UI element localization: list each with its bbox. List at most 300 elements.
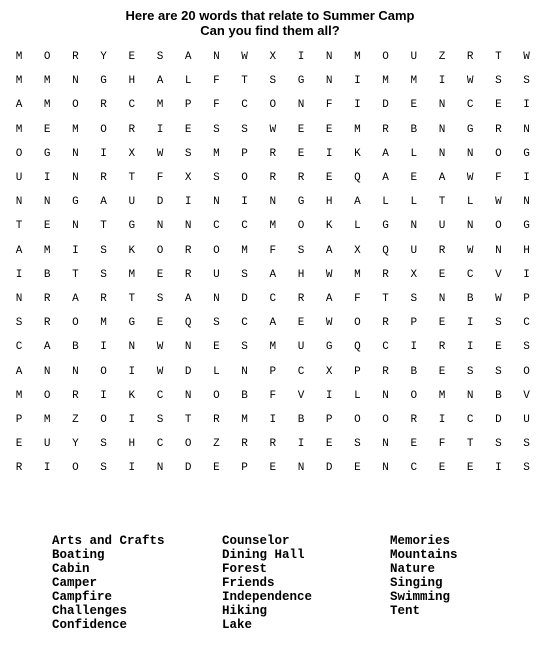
grid-letter[interactable]: S bbox=[15, 317, 23, 330]
grid-letter[interactable]: Y bbox=[72, 438, 79, 451]
grid-letter[interactable]: D bbox=[495, 414, 502, 426]
grid-letter[interactable]: L bbox=[184, 75, 192, 88]
grid-letter[interactable]: B bbox=[43, 268, 51, 281]
grid-letter[interactable]: M bbox=[213, 147, 220, 160]
grid-letter[interactable]: R bbox=[297, 293, 305, 305]
grid-letter[interactable]: L bbox=[410, 196, 418, 209]
grid-letter[interactable]: E bbox=[325, 123, 333, 136]
grid-letter[interactable]: T bbox=[100, 220, 107, 233]
grid-letter[interactable]: Q bbox=[184, 317, 192, 330]
grid-letter[interactable]: O bbox=[184, 438, 192, 451]
grid-letter[interactable]: N bbox=[213, 196, 220, 209]
grid-letter[interactable]: R bbox=[241, 438, 248, 451]
grid-letter[interactable]: N bbox=[495, 244, 502, 257]
grid-letter[interactable]: T bbox=[466, 438, 474, 451]
grid-letter[interactable]: F bbox=[213, 99, 220, 112]
grid-letter[interactable]: C bbox=[241, 317, 248, 330]
grid-letter[interactable]: S bbox=[156, 51, 164, 63]
grid-letter[interactable]: A bbox=[156, 75, 164, 88]
grid-letter[interactable]: W bbox=[156, 341, 164, 354]
grid-letter[interactable]: S bbox=[495, 365, 502, 378]
grid-letter[interactable]: R bbox=[72, 389, 79, 402]
grid-letter[interactable]: Z bbox=[438, 51, 446, 63]
grid-letter[interactable]: M bbox=[156, 99, 164, 112]
grid-letter[interactable]: X bbox=[325, 365, 333, 378]
grid-letter[interactable]: E bbox=[438, 268, 446, 281]
grid-letter[interactable]: A bbox=[325, 244, 333, 257]
grid-letter[interactable]: R bbox=[382, 365, 389, 378]
grid-letter[interactable]: P bbox=[354, 365, 361, 378]
grid-letter[interactable]: N bbox=[466, 147, 474, 160]
grid-letter[interactable]: G bbox=[297, 75, 305, 88]
grid-letter[interactable]: O bbox=[382, 414, 389, 426]
grid-letter[interactable]: M bbox=[128, 268, 136, 281]
grid-letter[interactable]: A bbox=[184, 293, 192, 305]
grid-letter[interactable]: G bbox=[382, 220, 389, 233]
grid-letter[interactable]: O bbox=[354, 414, 361, 426]
grid-letter[interactable]: S bbox=[156, 414, 164, 426]
grid-letter[interactable]: I bbox=[297, 51, 305, 63]
grid-letter[interactable]: N bbox=[213, 293, 220, 305]
grid-letter[interactable]: O bbox=[495, 220, 502, 233]
grid-letter[interactable]: I bbox=[72, 244, 79, 257]
grid-letter[interactable]: I bbox=[184, 196, 192, 209]
grid-letter[interactable]: W bbox=[156, 147, 164, 160]
grid-letter[interactable]: N bbox=[438, 147, 446, 160]
grid-letter[interactable]: W bbox=[466, 244, 474, 257]
grid-letter[interactable]: O bbox=[297, 220, 305, 233]
grid-letter[interactable]: B bbox=[410, 365, 418, 378]
grid-letter[interactable]: C bbox=[128, 99, 136, 112]
grid-letter[interactable]: S bbox=[100, 268, 107, 281]
grid-letter[interactable]: D bbox=[241, 293, 248, 305]
grid-letter[interactable]: G bbox=[466, 123, 474, 136]
grid-letter[interactable]: I bbox=[128, 365, 136, 378]
grid-letter[interactable]: M bbox=[15, 123, 23, 136]
grid-letter[interactable]: S bbox=[100, 244, 107, 257]
grid-letter[interactable]: O bbox=[100, 414, 107, 426]
grid-letter[interactable]: N bbox=[325, 75, 333, 88]
grid-letter[interactable]: N bbox=[43, 196, 51, 209]
grid-letter[interactable]: S bbox=[241, 341, 248, 354]
grid-letter[interactable]: I bbox=[466, 317, 474, 330]
grid-letter[interactable]: I bbox=[523, 172, 530, 184]
grid-letter[interactable]: U bbox=[213, 268, 220, 281]
grid-letter[interactable]: R bbox=[213, 414, 220, 426]
grid-letter[interactable]: K bbox=[354, 147, 361, 160]
grid-letter[interactable]: N bbox=[297, 462, 305, 475]
grid-letter[interactable]: A bbox=[72, 293, 79, 305]
grid-letter[interactable]: O bbox=[100, 123, 107, 136]
grid-letter[interactable]: X bbox=[128, 147, 136, 160]
grid-letter[interactable]: S bbox=[241, 268, 248, 281]
grid-letter[interactable]: M bbox=[15, 389, 23, 402]
grid-letter[interactable]: A bbox=[100, 196, 107, 209]
grid-letter[interactable]: W bbox=[269, 123, 277, 136]
grid-letter[interactable]: M bbox=[241, 414, 248, 426]
grid-letter[interactable]: T bbox=[241, 75, 248, 88]
grid-letter[interactable]: D bbox=[156, 196, 164, 209]
grid-letter[interactable]: B bbox=[466, 293, 474, 305]
grid-letter[interactable]: N bbox=[438, 123, 446, 136]
grid-letter[interactable]: W bbox=[466, 75, 474, 88]
grid-letter[interactable]: M bbox=[43, 99, 51, 112]
grid-letter[interactable]: L bbox=[382, 196, 389, 209]
grid-letter[interactable]: O bbox=[241, 172, 248, 184]
grid-letter[interactable]: E bbox=[410, 438, 418, 451]
grid-letter[interactable]: D bbox=[382, 99, 389, 112]
grid-letter[interactable]: A bbox=[325, 293, 333, 305]
grid-letter[interactable]: S bbox=[184, 147, 192, 160]
grid-letter[interactable]: H bbox=[523, 244, 530, 257]
grid-letter[interactable]: R bbox=[382, 317, 389, 330]
grid-letter[interactable]: E bbox=[495, 341, 502, 354]
grid-letter[interactable]: E bbox=[156, 268, 164, 281]
grid-letter[interactable]: N bbox=[43, 365, 51, 378]
grid-letter[interactable]: I bbox=[410, 341, 418, 354]
grid-letter[interactable]: N bbox=[128, 341, 136, 354]
grid-letter[interactable]: S bbox=[466, 365, 474, 378]
grid-letter[interactable]: S bbox=[297, 244, 305, 257]
grid-letter[interactable]: I bbox=[128, 462, 136, 475]
grid-letter[interactable]: M bbox=[241, 244, 248, 257]
grid-letter[interactable]: C bbox=[241, 99, 248, 112]
grid-letter[interactable]: S bbox=[523, 341, 530, 354]
grid-letter[interactable]: I bbox=[297, 438, 305, 451]
grid-letter[interactable]: P bbox=[523, 293, 530, 305]
grid-letter[interactable]: O bbox=[495, 147, 502, 160]
grid-letter[interactable]: I bbox=[438, 75, 446, 88]
grid-letter[interactable]: R bbox=[43, 293, 51, 305]
grid-letter[interactable]: O bbox=[43, 389, 51, 402]
grid-letter[interactable]: S bbox=[269, 75, 277, 88]
grid-letter[interactable]: F bbox=[325, 99, 333, 112]
grid-letter[interactable]: R bbox=[100, 293, 107, 305]
grid-letter[interactable]: T bbox=[128, 293, 136, 305]
grid-letter[interactable]: O bbox=[100, 365, 107, 378]
grid-letter[interactable]: I bbox=[354, 75, 361, 88]
grid-letter[interactable]: M bbox=[354, 123, 361, 136]
grid-letter[interactable]: R bbox=[269, 147, 277, 160]
grid-letter[interactable]: Q bbox=[382, 244, 389, 257]
grid-letter[interactable]: E bbox=[43, 220, 51, 233]
grid-letter[interactable]: R bbox=[269, 172, 277, 184]
grid-letter[interactable]: M bbox=[43, 414, 51, 426]
grid-letter[interactable]: R bbox=[269, 438, 277, 451]
grid-letter[interactable]: Q bbox=[354, 172, 361, 184]
grid-letter[interactable]: E bbox=[156, 317, 164, 330]
grid-letter[interactable]: S bbox=[523, 462, 530, 475]
grid-letter[interactable]: V bbox=[495, 268, 502, 281]
grid-letter[interactable]: N bbox=[156, 220, 164, 233]
grid-letter[interactable]: T bbox=[382, 293, 389, 305]
grid-letter[interactable]: W bbox=[156, 365, 164, 378]
grid-letter[interactable]: M bbox=[410, 75, 418, 88]
grid-letter[interactable]: W bbox=[495, 196, 502, 209]
grid-letter[interactable]: A bbox=[354, 196, 361, 209]
grid-letter[interactable]: R bbox=[15, 462, 23, 475]
grid-letter[interactable]: M bbox=[43, 75, 51, 88]
grid-letter[interactable]: N bbox=[15, 293, 23, 305]
grid-letter[interactable]: F bbox=[269, 389, 277, 402]
grid-letter[interactable]: A bbox=[15, 99, 23, 112]
grid-letter[interactable]: W bbox=[325, 268, 333, 281]
grid-letter[interactable]: A bbox=[438, 172, 446, 184]
grid-letter[interactable]: P bbox=[325, 414, 333, 426]
grid-letter[interactable]: T bbox=[495, 51, 502, 63]
grid-letter[interactable]: W bbox=[523, 51, 530, 63]
grid-letter[interactable]: N bbox=[72, 172, 79, 184]
grid-letter[interactable]: B bbox=[297, 414, 305, 426]
grid-letter[interactable]: I bbox=[43, 172, 51, 184]
grid-letter[interactable]: I bbox=[466, 341, 474, 354]
grid-letter[interactable]: F bbox=[354, 293, 361, 305]
grid-letter[interactable]: M bbox=[354, 268, 361, 281]
grid-letter[interactable]: P bbox=[241, 462, 248, 475]
grid-letter[interactable]: C bbox=[269, 293, 277, 305]
grid-letter[interactable]: N bbox=[466, 389, 474, 402]
grid-letter[interactable]: S bbox=[354, 438, 361, 451]
grid-letter[interactable]: N bbox=[72, 147, 79, 160]
grid-letter[interactable]: W bbox=[495, 293, 502, 305]
grid-letter[interactable]: A bbox=[382, 147, 389, 160]
grid-letter[interactable]: M bbox=[269, 341, 277, 354]
grid-letter[interactable]: V bbox=[523, 389, 530, 402]
grid-letter[interactable]: E bbox=[495, 99, 502, 112]
grid-letter[interactable]: C bbox=[410, 462, 418, 475]
grid-letter[interactable]: N bbox=[184, 341, 192, 354]
grid-letter[interactable]: T bbox=[184, 414, 192, 426]
grid-letter[interactable]: Z bbox=[72, 414, 79, 426]
grid-letter[interactable]: E bbox=[15, 438, 23, 451]
grid-letter[interactable]: B bbox=[410, 123, 418, 136]
grid-letter[interactable]: U bbox=[410, 51, 418, 63]
grid-letter[interactable]: V bbox=[297, 389, 305, 402]
grid-letter[interactable]: I bbox=[269, 414, 277, 426]
grid-letter[interactable]: I bbox=[156, 123, 164, 136]
grid-letter[interactable]: O bbox=[382, 51, 389, 63]
grid-letter[interactable]: A bbox=[382, 172, 389, 184]
grid-letter[interactable]: S bbox=[523, 75, 530, 88]
grid-letter[interactable]: E bbox=[184, 123, 192, 136]
grid-letter[interactable]: S bbox=[495, 75, 502, 88]
grid-letter[interactable]: R bbox=[438, 244, 446, 257]
grid-letter[interactable]: R bbox=[100, 172, 107, 184]
grid-letter[interactable]: S bbox=[100, 438, 107, 451]
grid-letter[interactable]: N bbox=[15, 196, 23, 209]
grid-letter[interactable]: M bbox=[269, 220, 277, 233]
grid-letter[interactable]: K bbox=[128, 389, 136, 402]
grid-letter[interactable]: C bbox=[241, 220, 248, 233]
grid-letter[interactable]: N bbox=[213, 51, 220, 63]
grid-letter[interactable]: M bbox=[438, 389, 446, 402]
grid-letter[interactable]: I bbox=[15, 268, 23, 281]
grid-letter[interactable]: N bbox=[466, 220, 474, 233]
grid-letter[interactable]: A bbox=[15, 365, 23, 378]
grid-letter[interactable]: N bbox=[72, 365, 79, 378]
grid-letter[interactable]: S bbox=[241, 123, 248, 136]
grid-letter[interactable]: S bbox=[495, 317, 502, 330]
grid-letter[interactable]: U bbox=[410, 244, 418, 257]
grid-letter[interactable]: G bbox=[523, 220, 530, 233]
grid-letter[interactable]: X bbox=[410, 268, 418, 281]
grid-letter[interactable]: N bbox=[156, 462, 164, 475]
grid-letter[interactable]: R bbox=[466, 51, 474, 63]
grid-letter[interactable]: F bbox=[269, 244, 277, 257]
grid-letter[interactable]: G bbox=[325, 341, 333, 354]
grid-letter[interactable]: E bbox=[325, 438, 333, 451]
grid-letter[interactable]: B bbox=[241, 389, 248, 402]
grid-letter[interactable]: I bbox=[523, 268, 530, 281]
grid-letter[interactable]: A bbox=[184, 51, 192, 63]
grid-letter[interactable]: S bbox=[100, 462, 107, 475]
grid-letter[interactable]: W bbox=[466, 172, 474, 184]
grid-letter[interactable]: M bbox=[382, 75, 389, 88]
grid-letter[interactable]: M bbox=[100, 317, 107, 330]
grid-letter[interactable]: P bbox=[241, 147, 248, 160]
grid-letter[interactable]: O bbox=[72, 462, 79, 475]
grid-letter[interactable]: G bbox=[72, 196, 79, 209]
grid-letter[interactable]: E bbox=[297, 147, 305, 160]
grid-letter[interactable]: T bbox=[128, 172, 136, 184]
grid-letter[interactable]: I bbox=[325, 389, 333, 402]
grid-letter[interactable]: N bbox=[184, 389, 192, 402]
grid-letter[interactable]: S bbox=[213, 123, 220, 136]
grid-letter[interactable]: S bbox=[410, 293, 418, 305]
grid-letter[interactable]: R bbox=[438, 341, 446, 354]
grid-letter[interactable]: N bbox=[184, 220, 192, 233]
grid-letter[interactable]: S bbox=[156, 293, 164, 305]
grid-letter[interactable]: C bbox=[15, 341, 23, 354]
grid-letter[interactable]: D bbox=[184, 365, 192, 378]
grid-letter[interactable]: O bbox=[43, 51, 51, 63]
grid-letter[interactable]: A bbox=[269, 268, 277, 281]
grid-letter[interactable]: U bbox=[128, 196, 136, 209]
grid-letter[interactable]: G bbox=[100, 75, 107, 88]
grid-letter[interactable]: H bbox=[128, 75, 136, 88]
grid-letter[interactable]: B bbox=[72, 341, 79, 354]
grid-letter[interactable]: C bbox=[156, 438, 164, 451]
grid-letter[interactable]: C bbox=[213, 220, 220, 233]
grid-letter[interactable]: G bbox=[128, 220, 136, 233]
grid-letter[interactable]: N bbox=[382, 462, 389, 475]
grid-letter[interactable]: I bbox=[128, 414, 136, 426]
grid-letter[interactable]: Q bbox=[354, 341, 361, 354]
grid-letter[interactable]: E bbox=[438, 317, 446, 330]
grid-letter[interactable]: O bbox=[269, 99, 277, 112]
grid-letter[interactable]: P bbox=[15, 414, 23, 426]
grid-letter[interactable]: P bbox=[410, 317, 418, 330]
grid-letter[interactable]: E bbox=[213, 341, 220, 354]
grid-letter[interactable]: S bbox=[495, 438, 502, 451]
grid-letter[interactable]: R bbox=[128, 123, 136, 136]
grid-letter[interactable]: U bbox=[523, 414, 530, 426]
grid-letter[interactable]: U bbox=[15, 172, 23, 184]
grid-letter[interactable]: C bbox=[466, 99, 474, 112]
grid-letter[interactable]: N bbox=[438, 293, 446, 305]
grid-letter[interactable]: D bbox=[325, 462, 333, 475]
grid-letter[interactable]: E bbox=[297, 123, 305, 136]
grid-letter[interactable]: P bbox=[184, 99, 192, 112]
grid-letter[interactable]: F bbox=[156, 172, 164, 184]
grid-letter[interactable]: C bbox=[523, 317, 530, 330]
grid-letter[interactable]: U bbox=[43, 438, 51, 451]
grid-letter[interactable]: O bbox=[213, 389, 220, 402]
grid-letter[interactable]: R bbox=[184, 268, 192, 281]
grid-letter[interactable]: E bbox=[325, 172, 333, 184]
grid-letter[interactable]: E bbox=[466, 462, 474, 475]
grid-letter[interactable]: N bbox=[72, 220, 79, 233]
grid-letter[interactable]: O bbox=[410, 389, 418, 402]
grid-letter[interactable]: R bbox=[495, 123, 502, 136]
grid-letter[interactable]: N bbox=[241, 365, 248, 378]
grid-letter[interactable]: N bbox=[72, 75, 79, 88]
grid-letter[interactable]: E bbox=[410, 172, 418, 184]
grid-letter[interactable]: W bbox=[325, 317, 333, 330]
grid-letter[interactable]: H bbox=[325, 196, 333, 209]
grid-letter[interactable]: O bbox=[156, 244, 164, 257]
grid-letter[interactable]: G bbox=[523, 147, 530, 160]
grid-letter[interactable]: K bbox=[128, 244, 136, 257]
grid-letter[interactable]: C bbox=[466, 414, 474, 426]
grid-letter[interactable]: O bbox=[213, 244, 220, 257]
grid-letter[interactable]: K bbox=[325, 220, 333, 233]
grid-letter[interactable]: C bbox=[297, 365, 305, 378]
grid-letter[interactable]: T bbox=[72, 268, 79, 281]
grid-letter[interactable]: G bbox=[128, 317, 136, 330]
grid-letter[interactable]: G bbox=[297, 196, 305, 209]
grid-letter[interactable]: N bbox=[410, 220, 418, 233]
grid-letter[interactable]: E bbox=[213, 462, 220, 475]
grid-letter[interactable]: O bbox=[72, 99, 79, 112]
grid-letter[interactable]: N bbox=[523, 123, 530, 136]
grid-letter[interactable]: M bbox=[15, 75, 23, 88]
grid-letter[interactable]: R bbox=[43, 317, 51, 330]
grid-letter[interactable]: O bbox=[15, 147, 23, 160]
grid-letter[interactable]: R bbox=[297, 172, 305, 184]
grid-letter[interactable]: L bbox=[354, 389, 361, 402]
grid-letter[interactable]: A bbox=[15, 244, 23, 257]
grid-letter[interactable]: N bbox=[382, 389, 389, 402]
grid-letter[interactable]: M bbox=[354, 51, 361, 63]
grid-letter[interactable]: I bbox=[354, 99, 361, 112]
grid-letter[interactable]: X bbox=[269, 51, 277, 63]
grid-letter[interactable]: N bbox=[297, 99, 305, 112]
grid-letter[interactable]: W bbox=[241, 51, 248, 63]
grid-letter[interactable]: R bbox=[410, 414, 418, 426]
grid-letter[interactable]: R bbox=[382, 268, 389, 281]
grid-letter[interactable]: E bbox=[354, 462, 361, 475]
grid-letter[interactable]: R bbox=[72, 51, 79, 63]
grid-letter[interactable]: S bbox=[523, 438, 530, 451]
grid-letter[interactable]: R bbox=[382, 123, 389, 136]
grid-letter[interactable]: I bbox=[100, 389, 107, 402]
grid-letter[interactable]: X bbox=[184, 172, 192, 184]
grid-letter[interactable]: M bbox=[72, 123, 79, 136]
grid-letter[interactable]: R bbox=[184, 244, 192, 257]
grid-letter[interactable]: L bbox=[466, 196, 474, 209]
grid-letter[interactable]: I bbox=[43, 462, 51, 475]
grid-letter[interactable]: L bbox=[213, 365, 220, 378]
grid-letter[interactable]: T bbox=[438, 196, 446, 209]
grid-letter[interactable]: O bbox=[354, 317, 361, 330]
grid-letter[interactable]: E bbox=[269, 462, 277, 475]
grid-letter[interactable]: M bbox=[15, 51, 23, 63]
grid-letter[interactable]: S bbox=[213, 317, 220, 330]
grid-letter[interactable]: I bbox=[495, 462, 502, 475]
grid-letter[interactable]: F bbox=[495, 172, 502, 184]
grid-letter[interactable]: C bbox=[382, 341, 389, 354]
